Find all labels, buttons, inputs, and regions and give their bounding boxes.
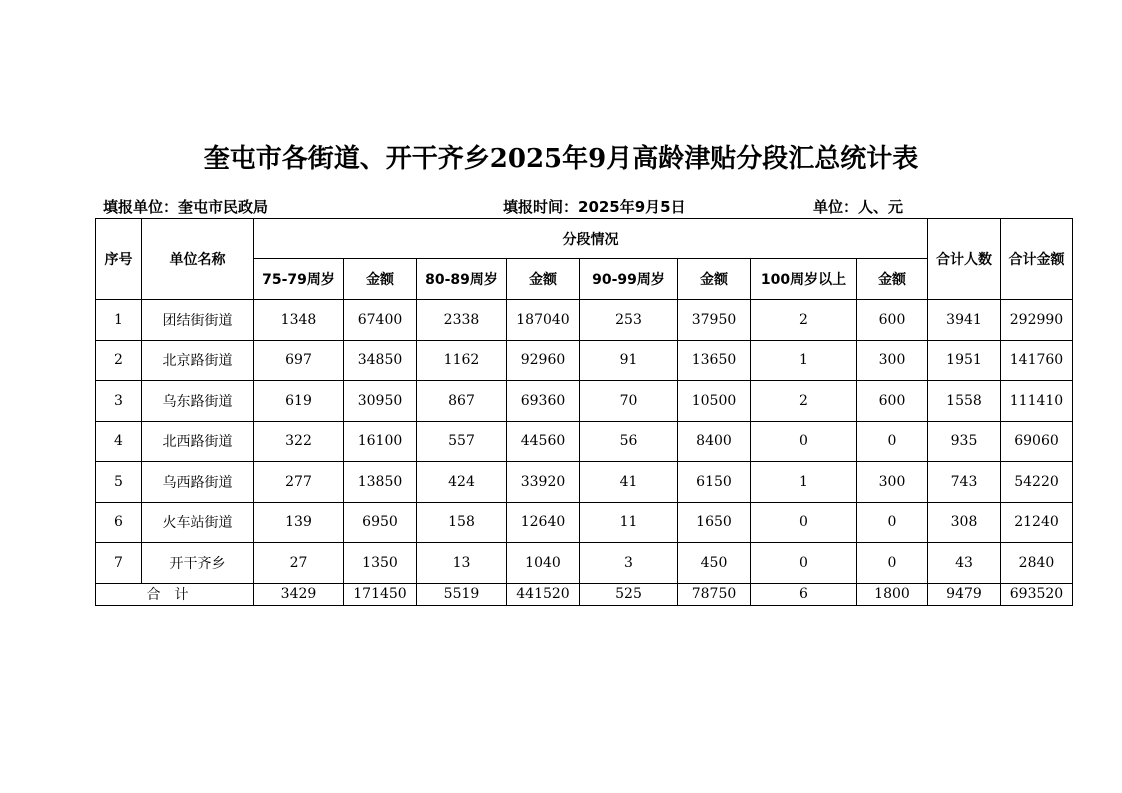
cell-amount-80-89: 12640: [507, 502, 580, 543]
table-row: [96, 421, 1073, 462]
cell-total-amount: 111410: [1001, 381, 1073, 422]
row-unit-name: 北西路街道: [142, 421, 254, 462]
cell-total-people: 3941: [928, 300, 1001, 341]
grand-total-people: 9479: [928, 583, 1001, 605]
row-unit-name: 乌西路街道: [142, 462, 254, 503]
row-seq: 7: [96, 543, 142, 584]
row-unit-name: 开干齐乡: [142, 543, 254, 584]
cell-count-80-89: 1162: [417, 340, 507, 381]
cell-amount-80-89: 44560: [507, 421, 580, 462]
row-unit-name: 北京路街道: [142, 340, 254, 381]
cell-total-amount: 292990: [1001, 300, 1073, 341]
total-amount-80-89: 441520: [507, 583, 580, 605]
row-unit-name: 团结街街道: [142, 300, 254, 341]
cell-amount-90-99: 13650: [678, 340, 751, 381]
cell-amount-90-99: 1650: [678, 502, 751, 543]
document-title: 奎屯市各街道、开干齐乡2025年9月高龄津贴分段汇总统计表: [203, 144, 919, 174]
table-row: [96, 502, 1073, 543]
header-age-80-89: 80-89周岁: [417, 259, 507, 300]
cell-count-80-89: 424: [417, 462, 507, 503]
cell-total-people: 1558: [928, 381, 1001, 422]
cell-amount-90-99: 37950: [678, 300, 751, 341]
total-count-90-99: 525: [580, 583, 678, 605]
cell-count-80-89: 557: [417, 421, 507, 462]
reporting-time: 填报时间：2025年9月5日: [503, 198, 686, 216]
cell-count-75-79: 619: [254, 381, 344, 422]
cell-amount-100-plus: 0: [857, 543, 928, 584]
cell-amount-90-99: 10500: [678, 381, 751, 422]
cell-total-amount: 141760: [1001, 340, 1073, 381]
cell-count-80-89: 2338: [417, 300, 507, 341]
row-seq: 6: [96, 502, 142, 543]
header-age-90-99: 90-99周岁: [580, 259, 678, 300]
header-total-people: 合计人数: [928, 219, 1001, 300]
row-seq: 4: [96, 421, 142, 462]
cell-count-75-79: 27: [254, 543, 344, 584]
cell-amount-90-99: 8400: [678, 421, 751, 462]
header-seq: 序号: [96, 219, 142, 300]
cell-count-75-79: 322: [254, 421, 344, 462]
cell-count-100-plus: 0: [751, 421, 857, 462]
cell-total-amount: 2840: [1001, 543, 1073, 584]
cell-amount-75-79: 67400: [344, 300, 417, 341]
cell-total-amount: 69060: [1001, 421, 1073, 462]
cell-total-amount: 54220: [1001, 462, 1073, 503]
measurement-unit: 单位：人、元: [813, 198, 904, 216]
cell-amount-80-89: 1040: [507, 543, 580, 584]
cell-count-100-plus: 2: [751, 381, 857, 422]
row-seq: 3: [96, 381, 142, 422]
cell-total-amount: 21240: [1001, 502, 1073, 543]
cell-count-90-99: 70: [580, 381, 678, 422]
header-row-top: [96, 219, 1073, 259]
cell-amount-90-99: 450: [678, 543, 751, 584]
row-seq: 1: [96, 300, 142, 341]
cell-total-people: 743: [928, 462, 1001, 503]
cell-amount-75-79: 13850: [344, 462, 417, 503]
header-unit-name: 单位名称: [142, 219, 254, 300]
cell-amount-100-plus: 300: [857, 340, 928, 381]
cell-count-90-99: 253: [580, 300, 678, 341]
cell-count-100-plus: 2: [751, 300, 857, 341]
cell-count-90-99: 41: [580, 462, 678, 503]
header-age-100-plus: 100周岁以上: [751, 259, 857, 300]
cell-count-100-plus: 0: [751, 543, 857, 584]
cell-count-100-plus: 0: [751, 502, 857, 543]
header-total-amount: 合计金额: [1001, 219, 1073, 300]
total-label: 合计: [96, 583, 254, 605]
header-amount-75-79: 金额: [344, 259, 417, 300]
grand-total-amount: 693520: [1001, 583, 1073, 605]
cell-amount-80-89: 187040: [507, 300, 580, 341]
cell-amount-80-89: 33920: [507, 462, 580, 503]
row-unit-name: 火车站街道: [142, 502, 254, 543]
total-amount-75-79: 171450: [344, 583, 417, 605]
cell-amount-75-79: 6950: [344, 502, 417, 543]
header-amount-90-99: 金额: [678, 259, 751, 300]
cell-amount-100-plus: 600: [857, 300, 928, 341]
cell-count-90-99: 56: [580, 421, 678, 462]
cell-amount-100-plus: 300: [857, 462, 928, 503]
cell-amount-80-89: 92960: [507, 340, 580, 381]
cell-total-people: 935: [928, 421, 1001, 462]
total-amount-90-99: 78750: [678, 583, 751, 605]
header-amount-100-plus: 金额: [857, 259, 928, 300]
cell-amount-100-plus: 0: [857, 502, 928, 543]
total-count-100-plus: 6: [751, 583, 857, 605]
table-row: [96, 340, 1073, 381]
cell-count-100-plus: 1: [751, 462, 857, 503]
total-count-75-79: 3429: [254, 583, 344, 605]
total-count-80-89: 5519: [417, 583, 507, 605]
cell-count-100-plus: 1: [751, 340, 857, 381]
cell-count-80-89: 13: [417, 543, 507, 584]
row-unit-name: 乌东路街道: [142, 381, 254, 422]
cell-amount-75-79: 30950: [344, 381, 417, 422]
total-row: [96, 583, 1073, 605]
row-seq: 5: [96, 462, 142, 503]
cell-count-90-99: 11: [580, 502, 678, 543]
cell-count-75-79: 1348: [254, 300, 344, 341]
cell-amount-90-99: 6150: [678, 462, 751, 503]
cell-count-75-79: 277: [254, 462, 344, 503]
cell-count-80-89: 867: [417, 381, 507, 422]
cell-amount-100-plus: 0: [857, 421, 928, 462]
table-row: [96, 462, 1073, 503]
cell-amount-75-79: 34850: [344, 340, 417, 381]
cell-count-75-79: 139: [254, 502, 344, 543]
table-row: [96, 381, 1073, 422]
cell-count-80-89: 158: [417, 502, 507, 543]
table-row: [96, 543, 1073, 584]
cell-amount-100-plus: 600: [857, 381, 928, 422]
cell-amount-75-79: 1350: [344, 543, 417, 584]
table-row: [96, 300, 1073, 341]
cell-amount-75-79: 16100: [344, 421, 417, 462]
header-segment-group: 分段情况: [254, 219, 928, 259]
cell-count-90-99: 3: [580, 543, 678, 584]
header-amount-80-89: 金额: [507, 259, 580, 300]
cell-count-75-79: 697: [254, 340, 344, 381]
allowance-summary-table: [95, 218, 1073, 606]
total-amount-100-plus: 1800: [857, 583, 928, 605]
header-age-75-79: 75-79周岁: [254, 259, 344, 300]
reporting-unit: 填报单位：奎屯市民政局: [103, 198, 269, 216]
cell-total-people: 43: [928, 543, 1001, 584]
cell-amount-80-89: 69360: [507, 381, 580, 422]
cell-total-people: 1951: [928, 340, 1001, 381]
cell-total-people: 308: [928, 502, 1001, 543]
row-seq: 2: [96, 340, 142, 381]
cell-count-90-99: 91: [580, 340, 678, 381]
